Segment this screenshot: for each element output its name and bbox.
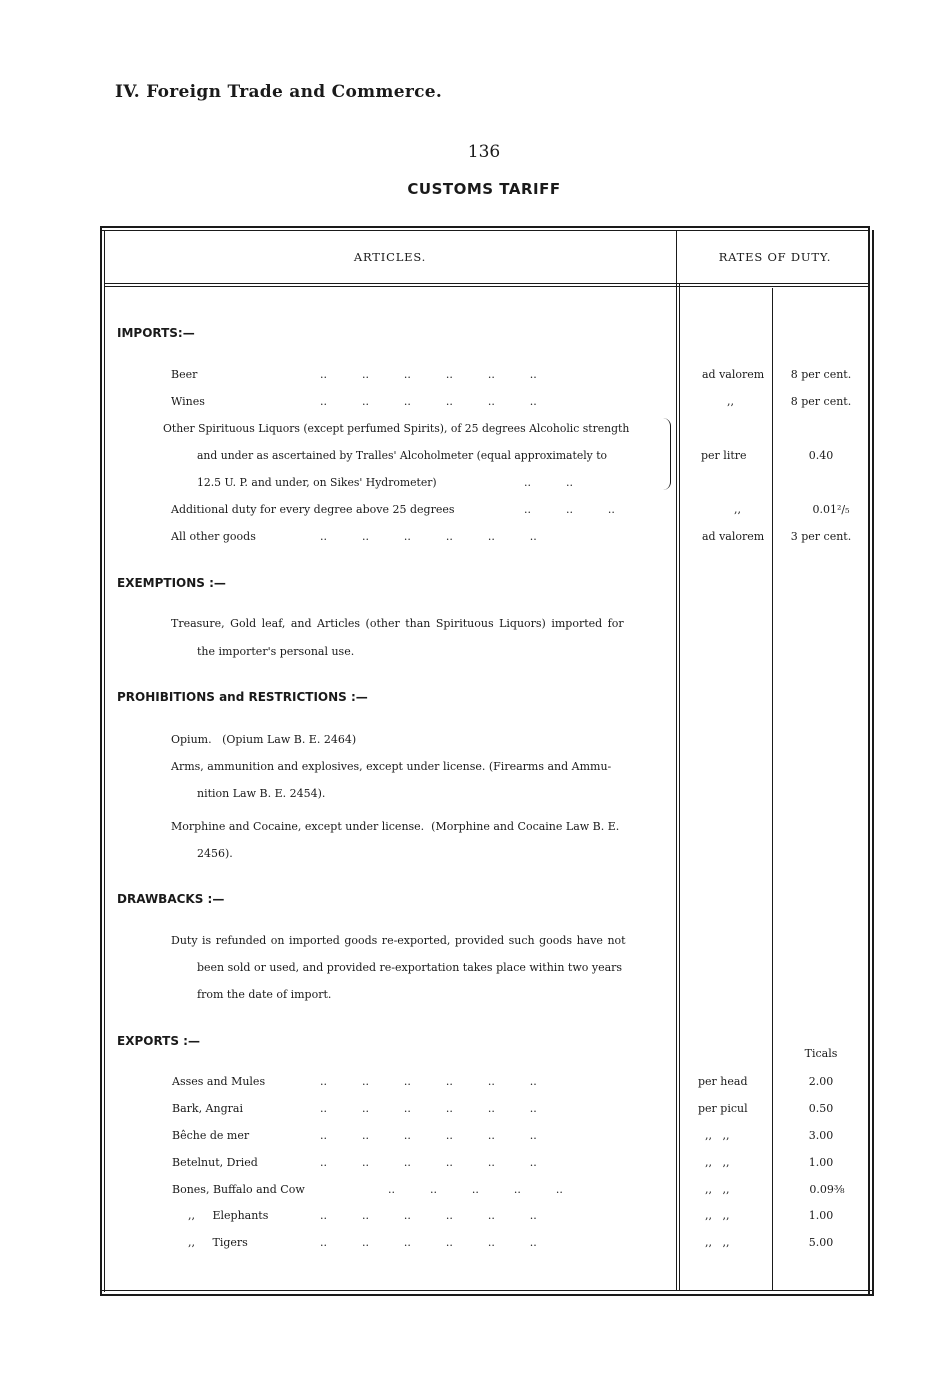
column-header-rates: RATES OF DUTY. (718, 250, 832, 264)
page-number: 136 (467, 142, 501, 162)
brace-icon (660, 418, 671, 490)
row-label: Wines (171, 395, 205, 408)
imports-heading: IMPORTS:— (117, 326, 195, 340)
section-heading: IV. Foreign Trade and Commerce. (115, 82, 443, 102)
row-basis: ,, ,, (705, 1183, 730, 1196)
row-basis: ,, (734, 503, 741, 516)
leader-dots: .. .. .. .. .. .. (320, 530, 537, 543)
row-rate: 1.00 (808, 1209, 834, 1222)
row-label: Additional duty for every degree above 25 degrees (171, 503, 455, 516)
prohibition-arms-line2: nition Law B. E. 2454). (197, 787, 326, 800)
row-rate: 8 per cent. (790, 395, 852, 408)
leader-dots: .. .. .. .. .. .. (320, 1236, 537, 1249)
leader-dots: .. .. .. .. .. .. (320, 1102, 537, 1115)
row-rate: 0.01²/₅ (812, 503, 850, 516)
row-rate: 0.50 (808, 1102, 834, 1115)
row-basis: ,, (727, 395, 734, 408)
row-label: Bark, Angrai (172, 1102, 243, 1115)
leader-dots: .. .. .. .. .. .. (320, 1129, 537, 1142)
row-rate: 0.40 (808, 449, 834, 462)
row-basis: ,, ,, (705, 1129, 730, 1142)
row-label: Betelnut, Dried (172, 1156, 258, 1169)
row-rate: 5.00 (808, 1236, 834, 1249)
row-basis: ,, ,, (705, 1156, 730, 1169)
row-label: Bones, Buffalo and Cow (172, 1183, 305, 1196)
row-basis: ,, ,, (705, 1236, 730, 1249)
row-label: ,, Elephants (188, 1209, 269, 1222)
row-basis: per litre (701, 449, 747, 462)
row-label: Asses and Mules (172, 1075, 266, 1088)
drawbacks-heading: DRAWBACKS :— (117, 892, 225, 906)
prohibition-morphine-line1: Morphine and Cocaine, except under license. (Morphine and Cocaine Law B. E. (171, 820, 620, 833)
row-rate: 8 per cent. (790, 368, 852, 381)
row-rate: 2.00 (808, 1075, 834, 1088)
leader-dots: .. .. .. .. .. .. (320, 1209, 537, 1222)
leader-dots: .. .. .. .. .. (388, 1183, 563, 1196)
prohibition-morphine-line2: 2456). (197, 847, 233, 860)
row-label-line3: 12.5 U. P. and under, on Sikes' Hydrometer) (197, 476, 437, 489)
row-label: Bêche de mer (172, 1129, 250, 1142)
exemptions-text-line1: Treasure, Gold leaf, and Articles (other than Spirituous Liquors) imported for (171, 617, 624, 630)
leader-dots: .. .. .. (524, 503, 615, 516)
exemptions-text-line2: the importer's personal use. (197, 645, 355, 658)
row-rate: 0.09⅜ (809, 1183, 845, 1196)
row-label-line1: Other Spirituous Liquors (except perfumed Spirits), of 25 degrees Alcoholic strength (163, 422, 630, 435)
prohibition-opium: Opium. (Opium Law B. E. 2464) (171, 733, 357, 746)
leader-dots: .. .. .. .. .. .. (320, 1075, 537, 1088)
row-label-line2: and under as ascertained by Tralles' Alcoholmeter (equal approximately to (197, 449, 608, 462)
leader-dots: .. .. .. .. .. .. (320, 395, 537, 408)
leader-dots: .. .. .. .. .. .. (320, 1156, 537, 1169)
leader-dots: .. .. (524, 476, 573, 489)
drawbacks-text-line3: from the date of import. (197, 988, 332, 1001)
exports-unit-label: Ticals (804, 1047, 838, 1060)
leader-dots: .. .. .. .. .. .. (320, 368, 537, 381)
column-header-articles: ARTICLES. (353, 250, 427, 264)
exemptions-heading: EXEMPTIONS :— (117, 576, 226, 590)
drawbacks-text-line2: been sold or used, and provided re-exportation takes place within two years (197, 961, 623, 974)
row-label: ,, Tigers (188, 1236, 248, 1249)
page-title: CUSTOMS TARIFF (407, 180, 561, 198)
row-rate: 1.00 (808, 1156, 834, 1169)
row-basis: ,, ,, (705, 1209, 730, 1222)
row-basis: per head (698, 1075, 748, 1088)
row-basis: ad valorem (702, 368, 765, 381)
row-basis: ad valorem (702, 530, 765, 543)
exports-heading: EXPORTS :— (117, 1034, 200, 1048)
row-rate: 3 per cent. (790, 530, 852, 543)
row-rate: 3.00 (808, 1129, 834, 1142)
row-label: Beer (171, 368, 198, 381)
row-label: All other goods (171, 530, 256, 543)
drawbacks-text-line1: Duty is refunded on imported goods re-exported, provided such goods have not (171, 934, 626, 947)
prohibitions-heading: PROHIBITIONS and RESTRICTIONS :— (117, 690, 368, 704)
prohibition-arms-line1: Arms, ammunition and explosives, except under license. (Firearms and Ammu- (171, 760, 612, 773)
row-basis: per picul (698, 1102, 748, 1115)
